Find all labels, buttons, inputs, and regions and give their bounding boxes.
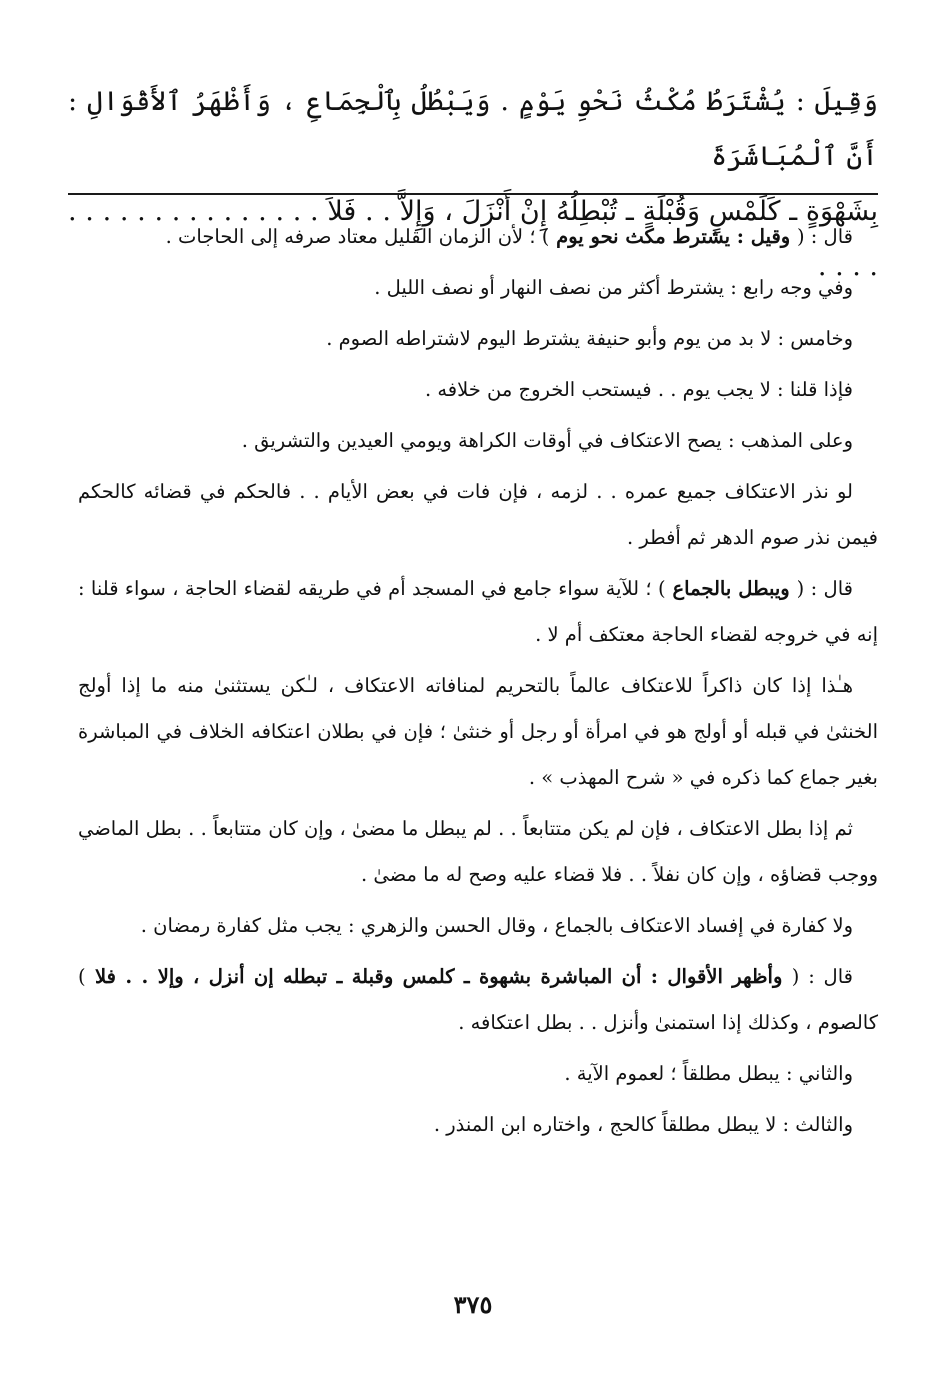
paragraph: لو نذر الاعتكاف جميع عمره . . لزمه ، فإن فات في بعض الأيام . . فالحكم في قضائه كالحكم فيمن نذر صوم الدهر ثم أفطر .	[78, 480, 878, 549]
qala-marker: قال : (	[791, 965, 853, 988]
paragraph: وعلى المذهب : يصح الاعتكاف في أوقات الكراهة ويومي العيدين والتشريق .	[241, 429, 853, 452]
matn-line: بِشَهْوَةٍ ـ كَلَمْسٍ وَقُبْلَةٍ ـ تُبْطِلُهُ إِنْ أَنْزَلَ ، وَإِلاَّ . . فَلاَ . . . . . . . . . . . . . . . . . . .	[68, 196, 878, 282]
matn-line: وَقِيلَ : يُشْتَرَطُ مُكْثُ نَحْوِ يَوْمٍ . وَيَبْطُلُ بِٱلْجِمَاعِ ، وَأَظْهَرُ ٱلأَقْوَالِ : أَنَّ ٱلْمُبَاشَرَةَ	[68, 86, 878, 172]
qala-marker: قال : (	[796, 577, 853, 600]
paragraph: هـٰذا إذا كان ذاكراً للاعتكاف عالماً بالتحريم لمنافاته الاعتكاف ، لـٰكن يستثنىٰ منه ما إذا أولج الخنثىٰ في قبله أو أولج هو في امرأة أو رجل أو خنثىٰ ؛ فإن في بطلان اعتكافه الخلاف في المباشرة بغير جماع كما ذكره في « شرح المهذب » .	[78, 674, 878, 789]
paragraph: ولا كفارة في إفساد الاعتكاف بالجماع ، وقال الحسن والزهري : يجب مثل كفارة رمضان .	[140, 914, 853, 937]
separator-line	[68, 193, 878, 195]
paragraph-text: ) ؛ للآية سواء جامع في المسجد أم في طريقه لقضاء الحاجة ، سواء قلنا : إنه في خروجه لقضاء الحاجة معتكف أم لا .	[78, 577, 878, 646]
paragraph-text: ) ؛ لأن الزمان القليل معتاد صرفه إلى الحاجات .	[165, 225, 550, 248]
page-number: ٣٧٥	[453, 1290, 493, 1319]
paragraph: فإذا قلنا : لا يجب يوم . . فيستحب الخروج من خلافه .	[424, 378, 853, 401]
matn-quote: وقيل : يشترط مكث نحو يوم	[549, 225, 797, 248]
paragraph: والثاني : يبطل مطلقاً ؛ لعموم الآية .	[564, 1062, 853, 1085]
paragraph: وفي وجه رابع : يشترط أكثر من نصف النهار أو نصف الليل .	[374, 276, 853, 299]
commentary-text	[78, 214, 878, 1153]
paragraph: والثالث : لا يبطل مطلقاً كالحج ، واختاره ابن المنذر .	[433, 1113, 853, 1136]
paragraph-text: ) كالصوم ، وكذلك إذا استمنىٰ وأنزل . . بطل اعتكافه .	[78, 965, 878, 1034]
paragraph	[78, 566, 878, 658]
matn-quote: ويبطل بالجماع	[665, 577, 797, 600]
paragraph: وخامس : لا بد من يوم وأبو حنيفة يشترط اليوم لاشتراطه الصوم .	[326, 327, 853, 350]
paragraph	[78, 214, 878, 260]
qala-marker: قال : (	[796, 225, 853, 248]
paragraph	[78, 954, 878, 1046]
matn-quote: وأظهر الأقوال : أن المباشرة بشهوة ـ كلمس وقبلة ـ تبطله إن أنزل ، وإلا . . فلا	[85, 965, 792, 988]
paragraph: ثم إذا بطل الاعتكاف ، فإن لم يكن متتابعاً . . لم يبطل ما مضىٰ ، وإن كان متتابعاً . . بطل الماضي ووجب قضاؤه ، وإن كان نفلاً . . فلا قضاء عليه وصح له ما مضىٰ .	[78, 817, 878, 886]
